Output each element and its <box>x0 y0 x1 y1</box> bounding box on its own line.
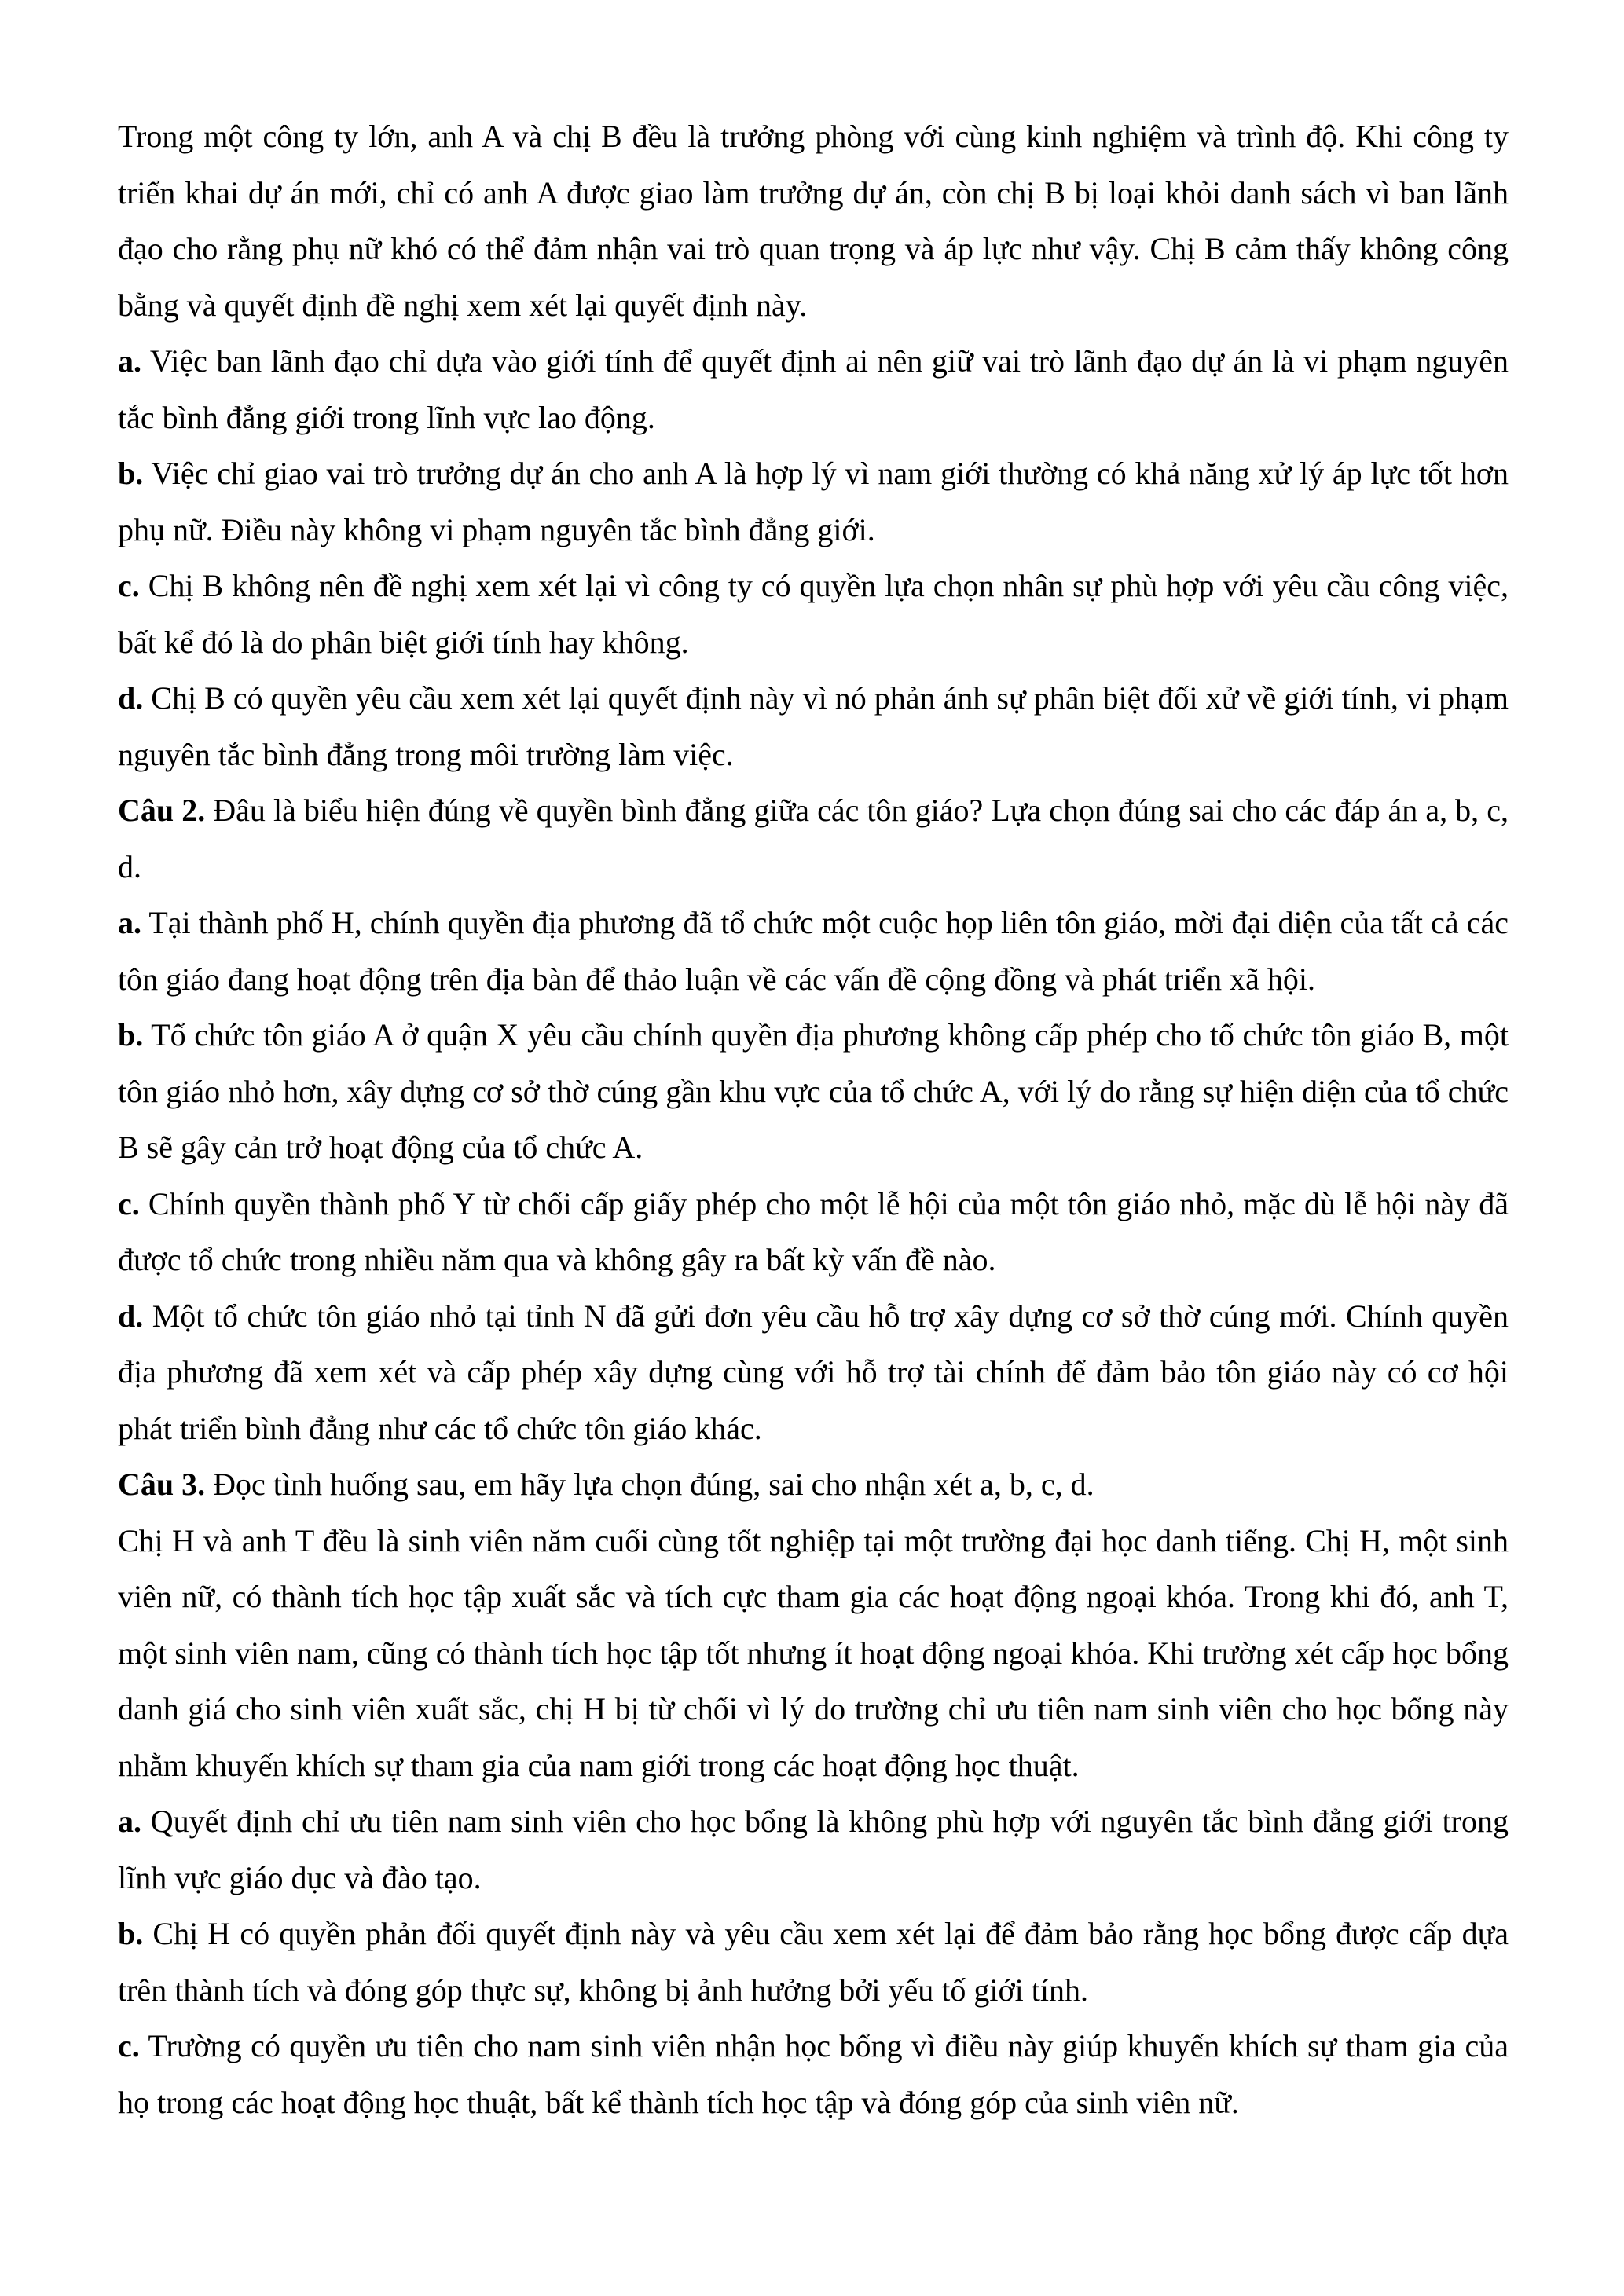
option-label: b. <box>118 456 144 491</box>
option-text: Quyết định chỉ ưu tiên nam sinh viên cho học bổng là không phù hợp với nguyên tắc bình đẳng giới trong lĩnh vực giáo dục và đào tạo. <box>118 1803 1509 1895</box>
option-a <box>118 333 1509 445</box>
option-label: a. <box>118 905 141 940</box>
option-label: b. <box>118 1017 144 1053</box>
option-text: Chính quyền thành phố Y từ chối cấp giấy phép cho một lễ hội của một tôn giáo nhỏ, mặc dù lễ hội này đã được tổ chức trong nhiều năm qua và không gây ra bất kỳ vấn đề nào. <box>118 1185 1509 1277</box>
scenario-paragraph <box>118 1513 1509 1794</box>
option-text: Chị B không nên đề nghị xem xét lại vì công ty có quyền lựa chọn nhân sự phù hợp với yêu cầu công việc, bất kể đó là do phân biệt giới tính hay không. <box>118 568 1509 660</box>
option-label: c. <box>118 1185 140 1221</box>
option-label: a. <box>118 343 141 379</box>
question-3 <box>118 1456 1509 1513</box>
option-text: Việc chỉ giao vai trò trưởng dự án cho anh A là hợp lý vì nam giới thường có khả năng xử lý áp lực tốt hơn phụ nữ. Điều này không vi phạm nguyên tắc bình đẳng giới. <box>118 456 1509 547</box>
option-text: Việc ban lãnh đạo chỉ dựa vào giới tính để quyết định ai nên giữ vai trò lãnh đạo dự án là vi phạm nguyên tắc bình đẳng giới trong lĩnh vực lao động. <box>118 343 1509 435</box>
option-c <box>118 558 1509 670</box>
question-2 <box>118 782 1509 895</box>
option-text: Tại thành phố H, chính quyền địa phương đã tổ chức một cuộc họp liên tôn giáo, mời đại diện của tất cả các tôn giáo đang hoạt động trên địa bàn để thảo luận về các vấn đề cộng đồng và phát triển xã hội. <box>118 905 1509 997</box>
question-label: Câu 3. <box>118 1467 206 1502</box>
paragraph-text: Chị H và anh T đều là sinh viên năm cuối cùng tốt nghiệp tại một trường đại học danh tiếng. Chị H, một sinh viên nữ, có thành tích học tập xuất sắc và tích cực tham gia các hoạt động ngoại khóa. Trong khi đó, anh T, một sinh viên nam, cũng có thành tích học tập tốt nhưng ít hoạt động ngoại khóa. Khi trường xét cấp học bổng danh giá cho sinh viên xuất sắc, chị H bị từ chối vì lý do trường chỉ ưu tiên nam sinh viên cho học bổng này nhằm khuyến khích sự tham gia của nam giới trong các hoạt động học thuật. <box>118 1522 1509 1783</box>
option-b <box>118 445 1509 558</box>
option-a <box>118 895 1509 1007</box>
option-label: d. <box>118 680 144 716</box>
option-text: Trường có quyền ưu tiên cho nam sinh viên nhận học bổng vì điều này giúp khuyến khích sự tham gia của họ trong các hoạt động học thuật, bất kể thành tích học tập và đóng góp của sinh viên nữ. <box>118 2028 1509 2120</box>
option-label: a. <box>118 1803 141 1839</box>
scenario-paragraph <box>118 108 1509 333</box>
option-text: Chị B có quyền yêu cầu xem xét lại quyết định này vì nó phản ánh sự phân biệt đối xử về giới tính, vi phạm nguyên tắc bình đẳng trong môi trường làm việc. <box>118 680 1509 772</box>
document-page <box>118 108 1509 2130</box>
question-text: Đâu là biểu hiện đúng về quyền bình đẳng giữa các tôn giáo? Lựa chọn đúng sai cho các đáp án a, b, c, d. <box>118 793 1509 884</box>
option-b <box>118 1906 1509 2018</box>
option-c <box>118 1176 1509 1288</box>
option-label: b. <box>118 1916 144 1951</box>
option-label: c. <box>118 2028 140 2063</box>
option-text: Tổ chức tôn giáo A ở quận X yêu cầu chính quyền địa phương không cấp phép cho tổ chức tôn giáo B, một tôn giáo nhỏ hơn, xây dựng cơ sở thờ cúng gần khu vực của tổ chức A, với lý do rằng sự hiện diện của tổ chức B sẽ gây cản trở hoạt động của tổ chức A. <box>118 1017 1509 1165</box>
option-label: c. <box>118 568 140 603</box>
option-c <box>118 2018 1509 2130</box>
paragraph-text: Trong một công ty lớn, anh A và chị B đều là trưởng phòng với cùng kinh nghiệm và trình độ. Khi công ty triển khai dự án mới, chỉ có anh A được giao làm trưởng dự án, còn chị B bị loại khỏi danh sách vì ban lãnh đạo cho rằng phụ nữ khó có thể đảm nhận vai trò quan trọng và áp lực như vậy. Chị B cảm thấy không công bằng và quyết định đề nghị xem xét lại quyết định này. <box>118 119 1509 323</box>
option-label: d. <box>118 1298 144 1334</box>
option-text: Một tổ chức tôn giáo nhỏ tại tỉnh N đã gửi đơn yêu cầu hỗ trợ xây dựng cơ sở thờ cúng mới. Chính quyền địa phương đã xem xét và cấp phép xây dựng cùng với hỗ trợ tài chính để đảm bảo tôn giáo này có cơ hội phát triển bình đẳng như các tổ chức tôn giáo khác. <box>118 1298 1509 1446</box>
option-text: Chị H có quyền phản đối quyết định này và yêu cầu xem xét lại để đảm bảo rằng học bổng được cấp dựa trên thành tích và đóng góp thực sự, không bị ảnh hưởng bởi yếu tố giới tính. <box>118 1916 1509 2008</box>
option-a <box>118 1793 1509 1906</box>
question-label: Câu 2. <box>118 793 206 828</box>
option-d <box>118 1288 1509 1457</box>
option-b <box>118 1007 1509 1176</box>
question-text: Đọc tình huống sau, em hãy lựa chọn đúng, sai cho nhận xét a, b, c, d. <box>205 1467 1094 1502</box>
option-d <box>118 670 1509 782</box>
